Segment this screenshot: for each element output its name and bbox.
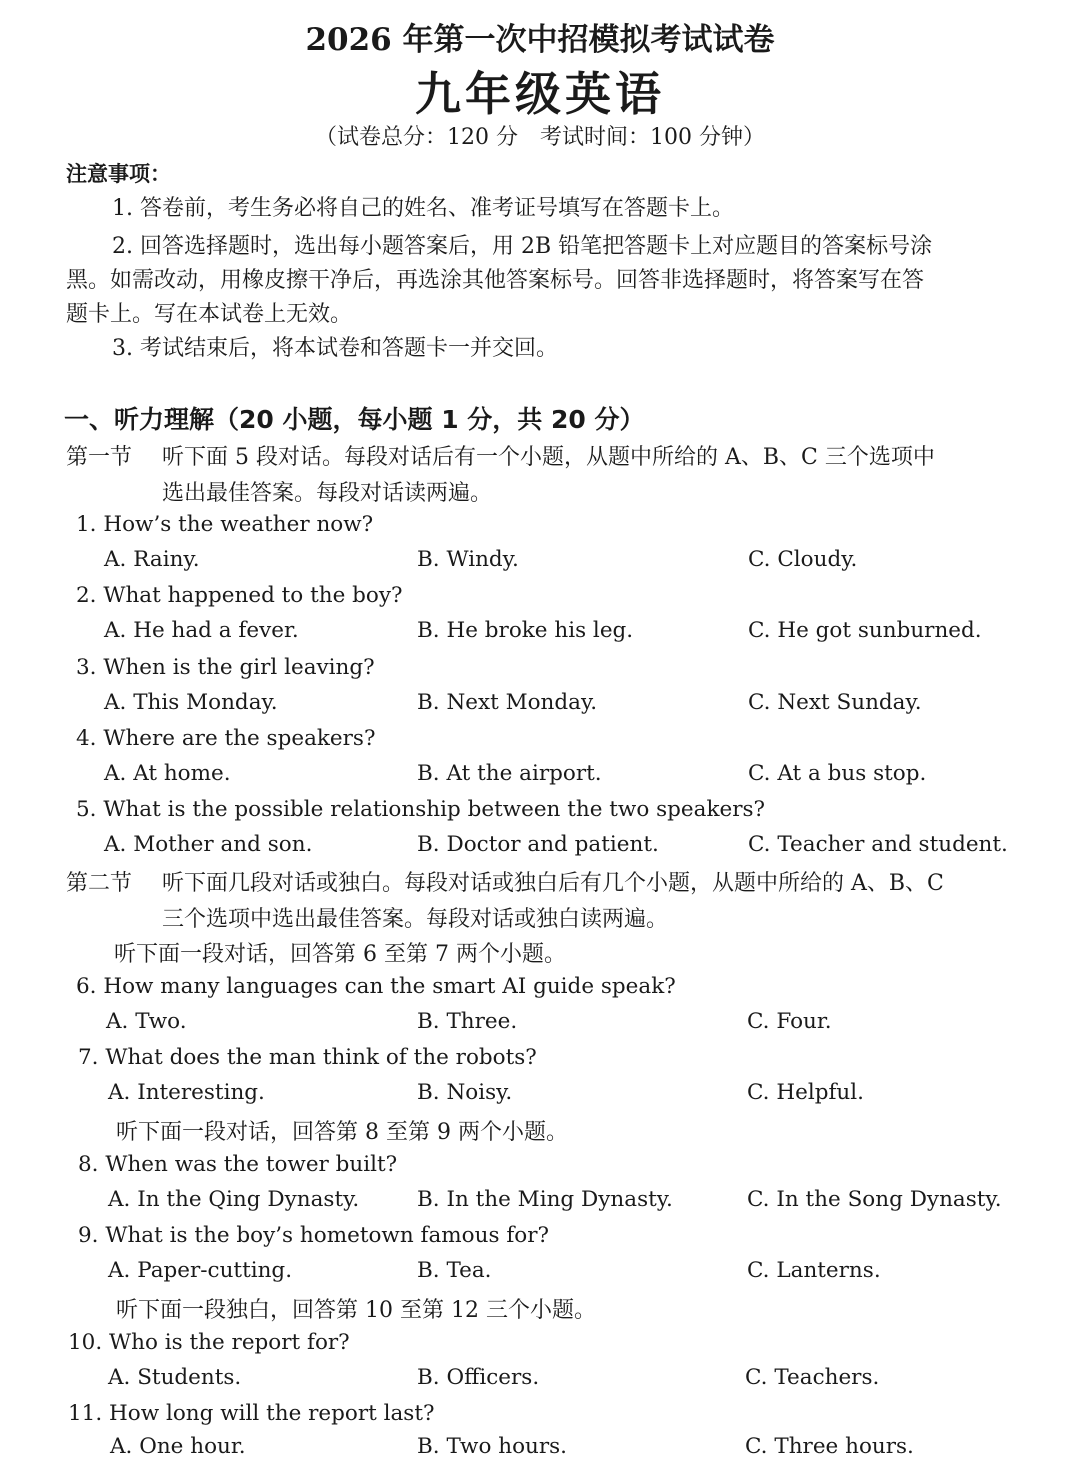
option-b: B. In the Ming Dynasty. xyxy=(417,1187,673,1212)
option-c: C. Teachers. xyxy=(745,1365,880,1390)
option-b: B. Doctor and patient. xyxy=(417,832,659,857)
option-c: C. Next Sunday. xyxy=(748,690,922,715)
option-c: C. Cloudy. xyxy=(748,547,858,572)
listening-instruction: 听下面一段独白，回答第 10 至第 12 三个小题。 xyxy=(116,1298,596,1323)
option-b: B. At the airport. xyxy=(417,761,602,786)
note-line: 2. 回答选择题时，选出每小题答案后，用 2B 铅笔把答题卡上对应题目的答案标号涂 xyxy=(112,234,933,259)
option-b: B. Three. xyxy=(417,1009,518,1034)
part-instruction: 选出最佳答案。每段对话读两遍。 xyxy=(162,481,493,506)
part-instruction: 听下面 5 段对话。每段对话后有一个小题，从题中所给的 A、B、C 三个选项中 xyxy=(162,445,935,470)
listening-instruction: 听下面一段对话，回答第 8 至第 9 两个小题。 xyxy=(116,1120,568,1145)
option-a: A. Rainy. xyxy=(104,547,200,572)
question: 3. When is the girl leaving? xyxy=(76,655,375,680)
section-heading: 一、听力理解（20 小题，每小题 1 分，共 20 分） xyxy=(64,405,645,434)
part-instruction: 听下面几段对话或独白。每段对话或独白后有几个小题，从题中所给的 A、B、C xyxy=(162,871,944,896)
part-instruction: 三个选项中选出最佳答案。每段对话或独白读两遍。 xyxy=(162,907,669,932)
question: 4. Where are the speakers? xyxy=(76,726,376,751)
option-a: A. Interesting. xyxy=(108,1080,265,1105)
note-line: 黑。如需改动，用橡皮擦干净后，再选涂其他答案标号。回答非选择题时，将答案写在答 xyxy=(66,268,925,293)
option-a: A. He had a fever. xyxy=(104,618,299,643)
option-c: C. Three hours. xyxy=(745,1434,914,1459)
option-a: A. One hour. xyxy=(110,1434,246,1459)
option-a: A. In the Qing Dynasty. xyxy=(108,1187,360,1212)
question: 9. What is the boy’s hometown famous for? xyxy=(78,1223,550,1248)
question: 6. How many languages can the smart AI guide speak? xyxy=(76,974,676,999)
question: 5. What is the possible relationship between the two speakers? xyxy=(76,797,766,822)
option-a: A. This Monday. xyxy=(104,690,278,715)
option-c: C. Helpful. xyxy=(747,1080,864,1105)
part-label: 第二节 xyxy=(66,871,133,896)
option-c: C. In the Song Dynasty. xyxy=(747,1187,1002,1212)
option-c: C. He got sunburned. xyxy=(748,618,982,643)
question: 11. How long will the report last? xyxy=(68,1401,435,1426)
subject-title: 九年级英语 xyxy=(415,67,665,121)
option-b: B. Two hours. xyxy=(417,1434,568,1459)
option-a: A. Paper-cutting. xyxy=(108,1258,293,1283)
option-a: A. At home. xyxy=(104,761,231,786)
option-b: B. Tea. xyxy=(417,1258,492,1283)
option-b: B. Next Monday. xyxy=(417,690,598,715)
note-line: 3. 考试结束后，将本试卷和答题卡一并交回。 xyxy=(112,336,558,361)
option-b: B. He broke his leg. xyxy=(417,618,634,643)
option-c: C. Four. xyxy=(747,1009,832,1034)
part-label: 第一节 xyxy=(66,445,133,470)
notes-heading: 注意事项： xyxy=(66,162,171,186)
option-b: B. Officers. xyxy=(417,1365,540,1390)
note-line: 1. 答卷前，考生务必将自己的姓名、准考证号填写在答题卡上。 xyxy=(112,196,734,221)
note-line: 题卡上。写在本试卷上无效。 xyxy=(66,302,353,327)
exam-title: 2026 年第一次中招模拟考试试卷 xyxy=(305,22,775,58)
listening-instruction: 听下面一段对话，回答第 6 至第 7 两个小题。 xyxy=(114,942,566,967)
question: 10. Who is the report for? xyxy=(68,1330,350,1355)
option-c: C. Teacher and student. xyxy=(748,832,1008,857)
option-a: A. Two. xyxy=(106,1009,187,1034)
question: 1. How’s the weather now? xyxy=(76,512,374,537)
exam-info: （试卷总分：120 分 考试时间：100 分钟） xyxy=(315,125,765,150)
question: 2. What happened to the boy? xyxy=(76,583,403,608)
option-a: A. Students. xyxy=(108,1365,242,1390)
option-b: B. Windy. xyxy=(417,547,519,572)
option-a: A. Mother and son. xyxy=(104,832,313,857)
question: 7. What does the man think of the robots? xyxy=(78,1045,537,1070)
option-c: C. At a bus stop. xyxy=(748,761,927,786)
option-c: C. Lanterns. xyxy=(747,1258,881,1283)
option-b: B. Noisy. xyxy=(417,1080,513,1105)
question: 8. When was the tower built? xyxy=(78,1152,398,1177)
